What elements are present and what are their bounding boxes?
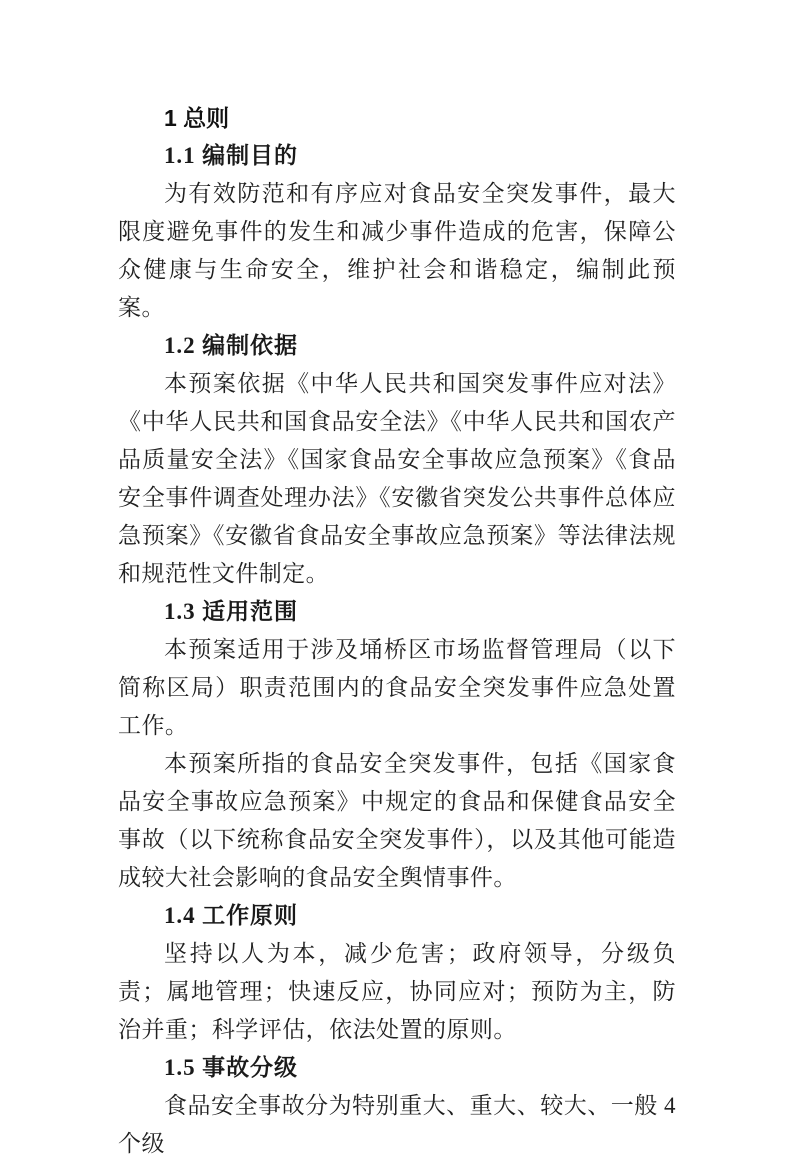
paragraph: 本预案适用于涉及埇桥区市场监督管理局（以下简称区局）职责范围内的食品安全突发事件应急处置工作。 bbox=[118, 637, 676, 738]
paragraph: 本预案依据《中华人民共和国突发事件应对法》《中华人民共和国食品安全法》《中华人民共和国农产品质量安全法》《国家食品安全事故应急预案》《食品安全事件调查处理办法》《安徽省突发公共事件总体应急预案》《安徽省食品安全事故应急预案》等法律法规和规范性文件制定。 bbox=[118, 371, 676, 586]
paragraph: 为有效防范和有序应对食品安全突发事件，最大限度避免事件的发生和减少事件造成的危害，保障公众健康与生命安全，维护社会和谐稳定，编制此预案。 bbox=[118, 181, 676, 320]
section-heading-1-1: 1.1 编制目的 bbox=[164, 143, 298, 168]
section-heading-1-5: 1.5 事故分级 bbox=[164, 1055, 298, 1080]
section-heading-1-4: 1.4 工作原则 bbox=[164, 903, 298, 928]
section-heading-1-3: 1.3 适用范围 bbox=[164, 599, 298, 624]
paragraph: 本预案所指的食品安全突发事件，包括《国家食品安全事故应急预案》中规定的食品和保健食品安全事故（以下统称食品安全突发事件），以及其他可能造成较大社会影响的食品安全舆情事件。 bbox=[118, 751, 676, 890]
section-heading-1-2: 1.2 编制依据 bbox=[164, 333, 298, 358]
paragraph: 坚持以人为本，减少危害；政府领导，分级负责；属地管理；快速反应，协同应对；预防为主，防治并重；科学评估，依法处置的原则。 bbox=[118, 941, 676, 1042]
paragraph: 食品安全事故分为特别重大、重大、较大、一般 4 个级 bbox=[118, 1093, 676, 1156]
chapter-heading: 1 总则 bbox=[164, 105, 230, 131]
